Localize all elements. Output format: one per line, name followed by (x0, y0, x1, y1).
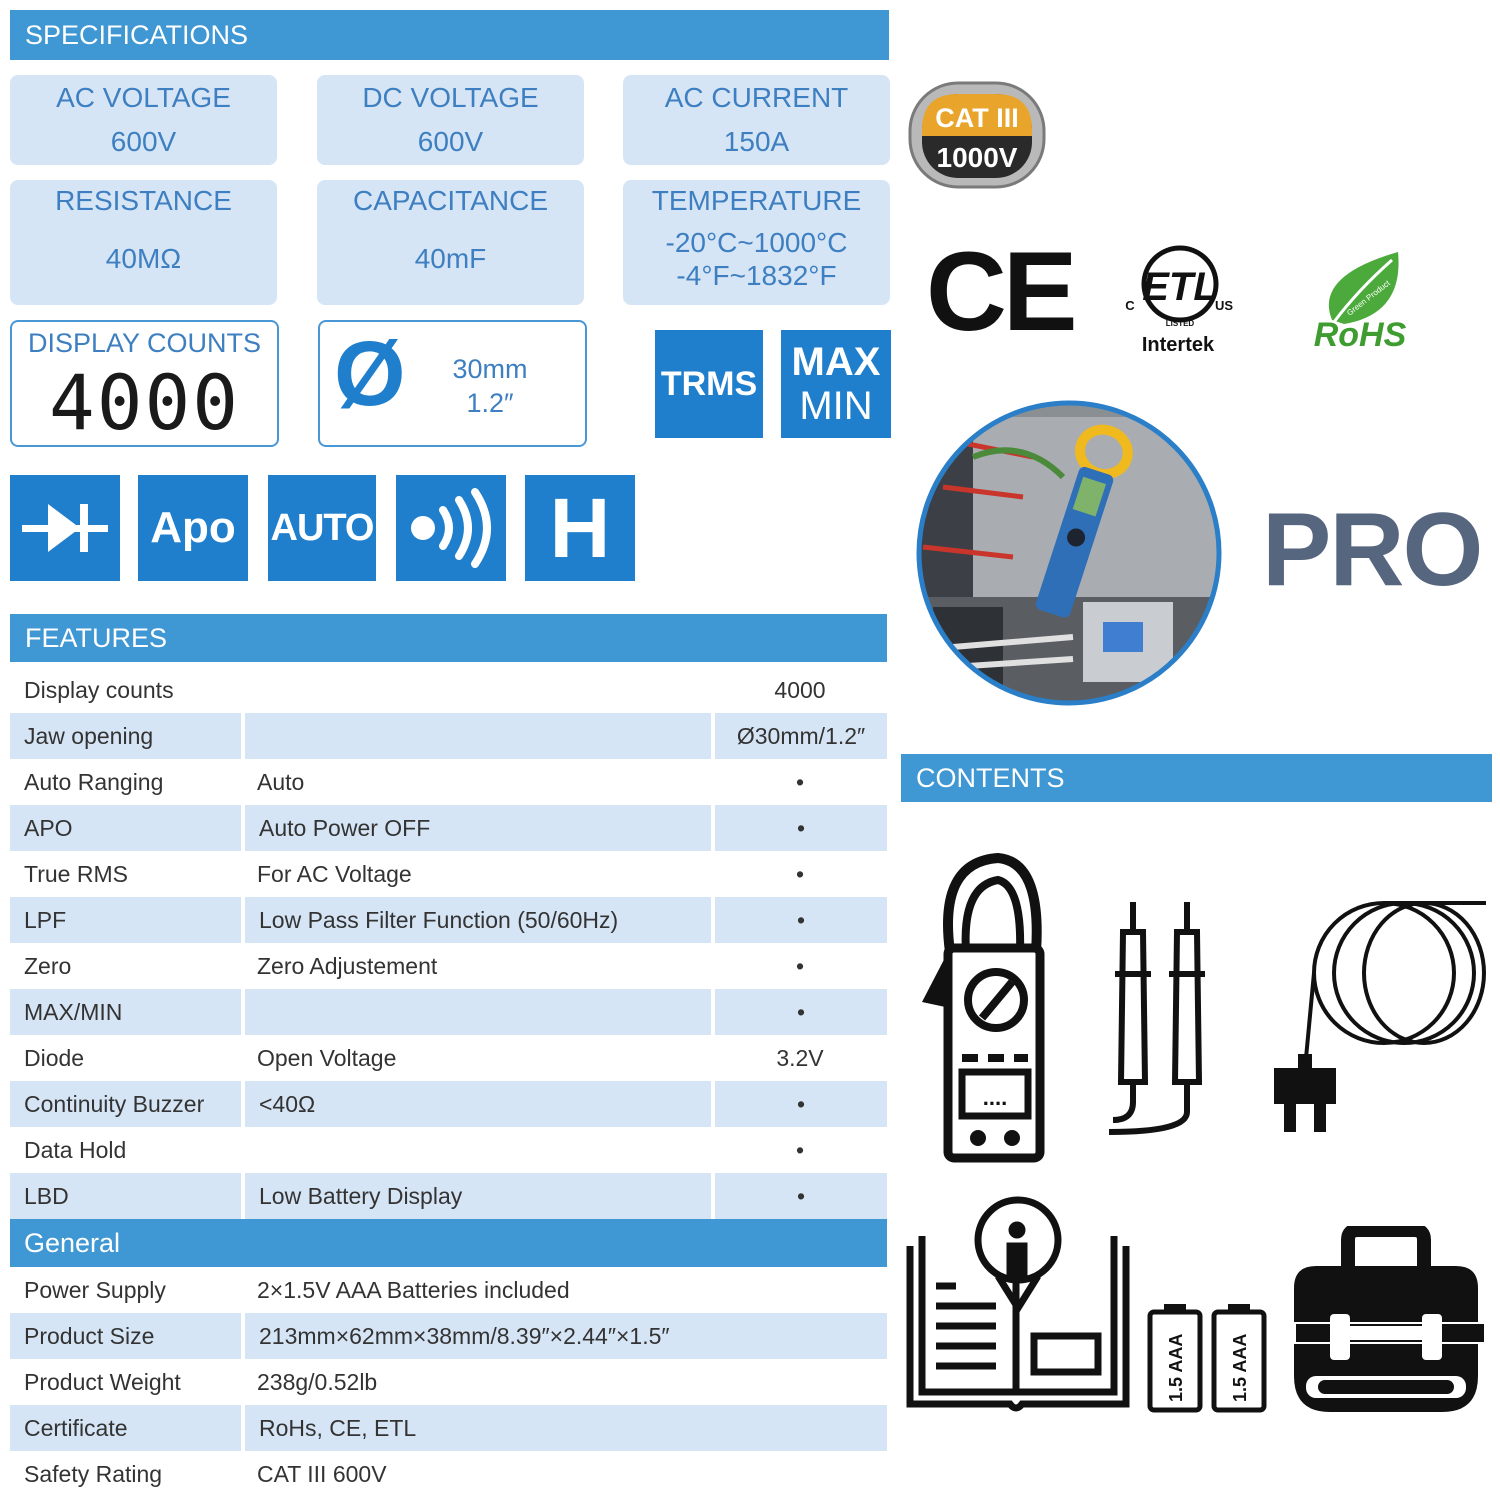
feature-value: 3.2V (776, 1044, 824, 1071)
auto-tile (268, 475, 376, 581)
feature-name: LPF (10, 897, 243, 943)
specifications-title: SPECIFICATIONS (25, 19, 249, 50)
specifications-header (10, 10, 889, 60)
temperature-probe-icon (1264, 898, 1492, 1138)
intertek-text: Intertek (1141, 334, 1215, 356)
buzzer-tile (396, 475, 506, 581)
general-name: Product Weight (24, 1368, 181, 1395)
feature-value: • (713, 989, 887, 1035)
ce-mark: CE (926, 229, 1074, 354)
apo-label: Apo (150, 503, 236, 552)
features-table (10, 667, 887, 1497)
feature-description: For AC Voltage (257, 860, 412, 887)
feature-row (10, 1081, 887, 1127)
jaw-opening-box (318, 320, 587, 447)
feature-value: Ø30mm/1.2″ (713, 713, 887, 759)
feature-value: • (795, 1136, 805, 1163)
spec-card-ac-voltage (10, 75, 277, 165)
test-leads-icon (1105, 902, 1215, 1137)
feature-value: • (795, 952, 805, 979)
maxmin-tile (781, 330, 891, 438)
hold-tile (525, 475, 635, 581)
product-in-use-photo (913, 397, 1225, 709)
pro-logo: PRO (1262, 492, 1482, 608)
spec-label: DC VOLTAGE (362, 82, 539, 113)
general-header (10, 1219, 887, 1267)
feature-name: True RMS (24, 860, 128, 887)
rohs-text: RoHS (1313, 316, 1407, 354)
feature-description: Auto (257, 768, 305, 795)
svg-text:....: .... (982, 1085, 1008, 1110)
etl-mark (1122, 244, 1238, 356)
sound-icon (403, 488, 499, 568)
feature-value: • (713, 1081, 887, 1127)
display-counts-value: 4000 (48, 358, 241, 447)
diameter-icon: Ø (334, 323, 406, 425)
diode-icon (20, 498, 110, 558)
feature-name: Display counts (24, 676, 174, 703)
general-name: Power Supply (24, 1276, 166, 1303)
feature-description (243, 713, 713, 759)
general-value: 2×1.5V AAA Batteries included (257, 1276, 570, 1303)
general-row (10, 1359, 887, 1405)
spec-label: CAPACITANCE (353, 185, 548, 216)
general-row (10, 1267, 887, 1313)
general-value: RoHs, CE, ETL (243, 1405, 887, 1451)
max-label: MAX (791, 340, 881, 384)
jaw-size-mm: 30mm (452, 354, 528, 384)
feature-row (10, 943, 887, 989)
spec-label: RESISTANCE (55, 185, 232, 216)
general-name: Safety Rating (24, 1460, 163, 1487)
feature-name: Continuity Buzzer (10, 1081, 243, 1127)
feature-name: APO (10, 805, 243, 851)
display-counts-box (10, 320, 279, 447)
spec-label: TEMPERATURE (651, 185, 862, 216)
feature-description: Open Voltage (257, 1044, 397, 1071)
feature-name: Auto Ranging (24, 768, 164, 795)
feature-description (243, 989, 713, 1035)
batteries-icon (1146, 1302, 1268, 1414)
spec-label: AC VOLTAGE (56, 82, 231, 113)
general-name: Certificate (10, 1405, 243, 1451)
trms-tile (655, 330, 763, 438)
diode-tile (10, 475, 120, 581)
auto-label: AUTO (270, 506, 374, 549)
feature-description: Low Battery Display (243, 1173, 713, 1219)
feature-row (10, 897, 887, 943)
general-row (10, 1451, 887, 1497)
battery-label-1: 1.5 AAA (1166, 1333, 1186, 1402)
carry-bag-icon (1286, 1226, 1486, 1416)
feature-name: Data Hold (24, 1136, 127, 1163)
etl-listed-text: LISTED (1165, 319, 1195, 328)
feature-row (10, 759, 887, 805)
hold-label: H (549, 480, 611, 575)
spec-value: -20°C~1000°C (665, 227, 848, 258)
spec-value: 600V (417, 126, 484, 157)
cat-iii-badge (907, 80, 1047, 190)
etl-text: ETL (1142, 265, 1218, 309)
feature-name: Jaw opening (10, 713, 243, 759)
apo-tile (138, 475, 248, 581)
trms-label: TRMS (660, 364, 758, 403)
feature-description: <40Ω (243, 1081, 713, 1127)
feature-value: • (795, 768, 805, 795)
feature-value: • (713, 897, 887, 943)
feature-name: Zero (24, 952, 72, 979)
spec-label: AC CURRENT (664, 82, 849, 113)
spec-card-resistance (10, 180, 277, 305)
feature-name: LBD (10, 1173, 243, 1219)
feature-description: Zero Adjustement (257, 952, 438, 979)
spec-card-capacitance (317, 180, 584, 305)
general-name: Product Size (10, 1313, 243, 1359)
general-value: 238g/0.52lb (257, 1368, 378, 1395)
general-row (10, 1405, 887, 1451)
spec-value: 600V (110, 126, 177, 157)
feature-row (10, 1035, 887, 1081)
feature-row (10, 713, 887, 759)
feature-value: 4000 (774, 676, 826, 703)
feature-row (10, 989, 887, 1035)
spec-value-fahrenheit: -4°F~1832°F (676, 260, 837, 291)
spec-card-ac-current (623, 75, 890, 165)
feature-description: Auto Power OFF (243, 805, 713, 851)
features-header (10, 614, 887, 662)
feature-description: Low Pass Filter Function (50/60Hz) (243, 897, 713, 943)
general-title: General (10, 1219, 887, 1267)
feature-value: • (795, 860, 805, 887)
spec-value: 40mF (414, 243, 487, 274)
etl-us-text: US (1214, 298, 1234, 313)
feature-row (10, 1127, 887, 1173)
etl-c-text: C (1125, 298, 1135, 313)
cat-iii-text: CAT III (935, 103, 1019, 133)
display-counts-label: DISPLAY COUNTS (27, 328, 262, 358)
feature-row (10, 851, 887, 897)
feature-name: Diode (24, 1044, 85, 1071)
feature-row (10, 1173, 887, 1219)
user-manual-icon (906, 1196, 1130, 1416)
features-title: FEATURES (25, 622, 168, 653)
general-value: CAT III 600V (257, 1460, 387, 1487)
feature-name: MAX/MIN (10, 989, 243, 1035)
spec-value: 150A (723, 126, 790, 157)
cat-voltage-text: 1000V (936, 142, 1018, 173)
min-label: MIN (799, 384, 873, 428)
feature-value: • (713, 805, 887, 851)
clamp-meter-icon (918, 852, 1048, 1164)
spec-card-dc-voltage (317, 75, 584, 165)
rohs-mark (1300, 244, 1422, 354)
rohs-leaf-text: Green Product (1345, 278, 1392, 318)
feature-description (243, 1127, 713, 1173)
spec-value: 40MΩ (105, 243, 182, 274)
contents-title: CONTENTS (916, 762, 1065, 793)
general-row (10, 1313, 887, 1359)
spec-card-temperature (623, 180, 890, 305)
jaw-size-inch: 1.2″ (466, 388, 514, 418)
feature-row (10, 805, 887, 851)
contents-header (901, 754, 1492, 802)
feature-row (10, 667, 887, 713)
feature-value: • (713, 1173, 887, 1219)
battery-label-2: 1.5 AAA (1230, 1333, 1250, 1402)
general-value: 213mm×62mm×38mm/8.39″×2.44″×1.5″ (243, 1313, 887, 1359)
